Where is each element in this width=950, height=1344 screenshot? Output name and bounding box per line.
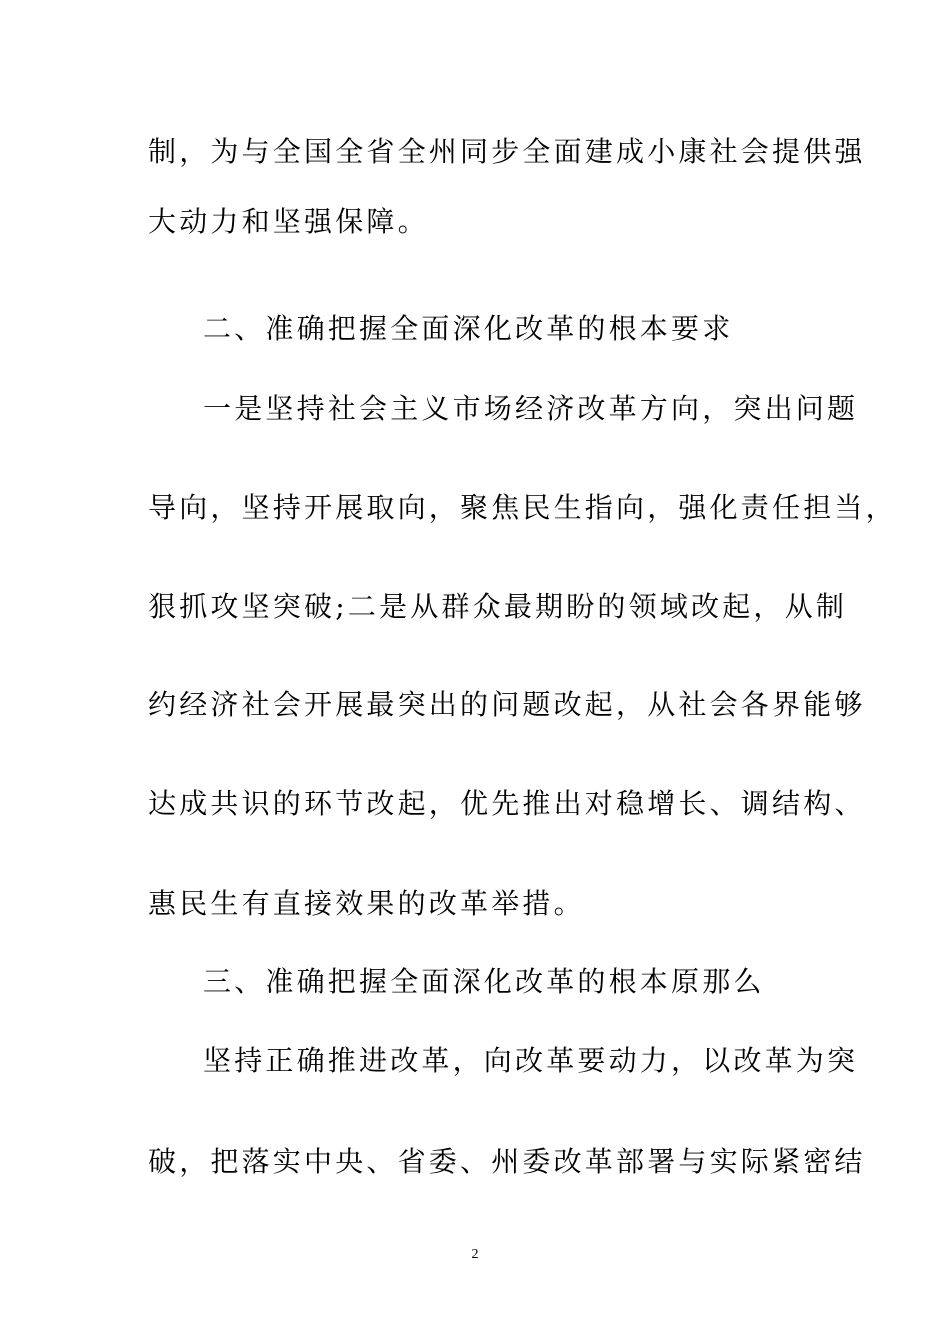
text-line-8: 达成共识的环节改起，优先推出对稳增长、调结构、 [148,787,866,820]
page-number: 2 [471,1247,479,1262]
text-line-9: 惠民生有直接效果的改革举措。 [148,887,585,920]
text-line-4: 一是坚持社会主义市场经济改革方向，突出问题 [203,392,859,425]
text-line-5: 导向，坚持开展取向，聚焦民生指向，强化责任担当， [148,491,897,524]
section-heading-3: 三、准确把握全面深化改革的根本原那么 [203,965,765,998]
text-line-12: 破，把落实中央、省委、州委改革部署与实际紧密结 [148,1145,866,1178]
text-line-7: 约经济社会开展最突出的问题改起，从社会各界能够 [148,688,866,721]
text-line-2: 大动力和坚强保障。 [148,205,429,238]
text-line-1: 制，为与全国全省全州同步全面建成小康社会提供强 [148,135,866,168]
text-line-6: 狠抓攻坚突破;二是从群众最期盼的领域改起，从制 [148,590,848,623]
text-line-11: 坚持正确推进改革，向改革要动力，以改革为突 [203,1044,859,1077]
section-heading-2: 二、准确把握全面深化改革的根本要求 [203,312,734,345]
